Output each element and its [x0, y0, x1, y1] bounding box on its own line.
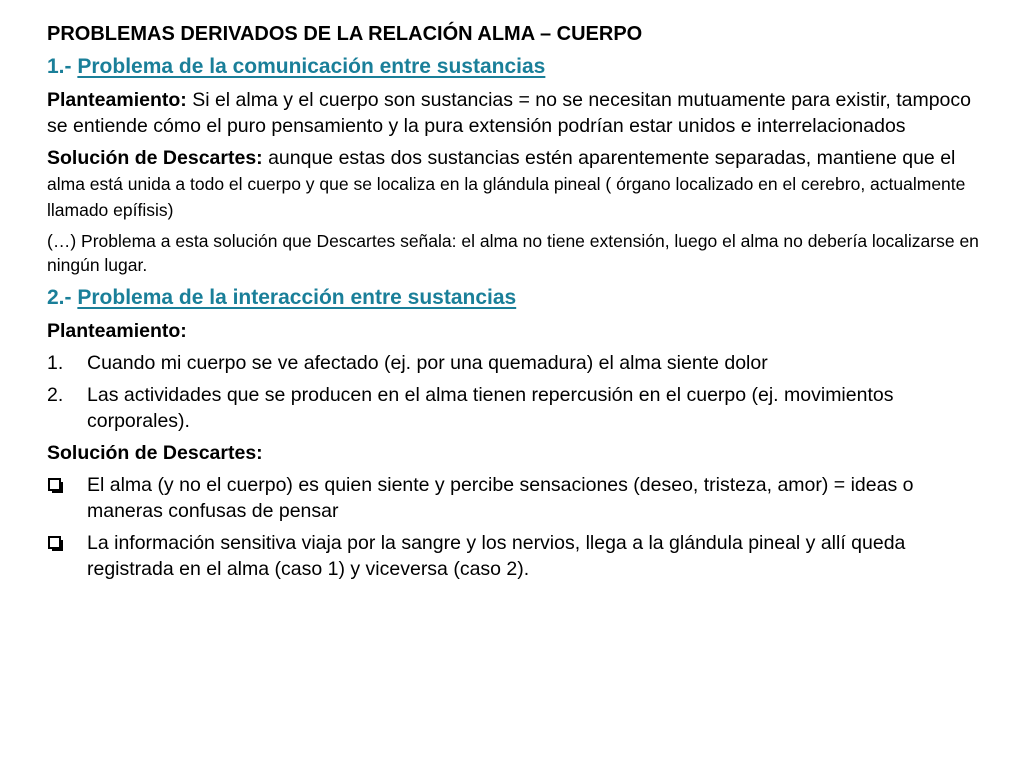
- checkbox-icon: [48, 536, 61, 549]
- solucion-text-a: aunque estas dos sustancias estén aparentemente separadas, mantiene que el: [268, 147, 956, 169]
- checkbox-icon: [48, 478, 61, 491]
- list-number: 2.: [47, 384, 64, 406]
- checkbox-marker: [47, 530, 87, 556]
- list-item-text: El alma (y no el cuerpo) es quien siente y percibe sensaciones (deseo, tristeza, amor) = ideas o maneras confusas de pensar: [87, 474, 914, 522]
- list-number: 1.: [47, 352, 64, 374]
- list-item-text: Las actividades que se producen en el alma tienen repercusión en el cuerpo (ej. movimientos corporales).: [87, 384, 894, 432]
- planteamiento-label: Planteamiento:: [47, 89, 187, 111]
- section-2-number: 2.-: [47, 286, 72, 309]
- list-item-text: La información sensitiva viaja por la sangre y los nervios, llega a la glándula pineal y allí queda registrada en el alma (caso 1) y viceversa (caso 2).: [87, 532, 906, 580]
- section-1-heading: [47, 52, 984, 82]
- solucion-text-b: alma está unida a todo el cuerpo y que se localiza en la glándula pineal ( órgano localizado en el cerebro, actualmente llamado epífisis): [47, 174, 966, 220]
- section-2-solucion-label: Solución de Descartes:: [47, 442, 263, 464]
- list-item-text: Cuando mi cuerpo se ve afectado (ej. por una quemadura) el alma siente dolor: [87, 352, 768, 374]
- page-title: PROBLEMAS DERIVADOS DE LA RELACIÓN ALMA – CUERPO: [47, 23, 643, 45]
- section-2-title-link[interactable]: Problema de la interacción entre sustancias: [77, 286, 517, 309]
- section-1-problema: (…) Problema a esta solución que Descartes señala: el alma no tiene extensión, luego el alma no debería localizarse en ningún lugar.: [47, 231, 979, 275]
- section-1-number: 1.-: [47, 55, 72, 78]
- section-1-title-link[interactable]: Problema de la comunicación entre sustancias: [77, 55, 546, 78]
- checkbox-list-item: [47, 530, 984, 582]
- section-2-heading: [47, 283, 984, 313]
- numbered-list-item: [47, 350, 984, 376]
- numbered-list-item: [47, 382, 984, 434]
- section-1-solucion: [47, 145, 984, 223]
- section-1-planteamiento: [47, 87, 984, 139]
- section-2-planteamiento-label: Planteamiento:: [47, 320, 187, 342]
- planteamiento-text: Si el alma y el cuerpo son sustancias = no se necesitan mutuamente para existir, tampoco se entiende cómo el puro pensamiento y la pura extensión podrían estar unidos e interrelacionados: [47, 89, 971, 137]
- checkbox-marker: [47, 472, 87, 498]
- checkbox-list-item: [47, 472, 984, 524]
- solucion-label: Solución de Descartes:: [47, 147, 263, 169]
